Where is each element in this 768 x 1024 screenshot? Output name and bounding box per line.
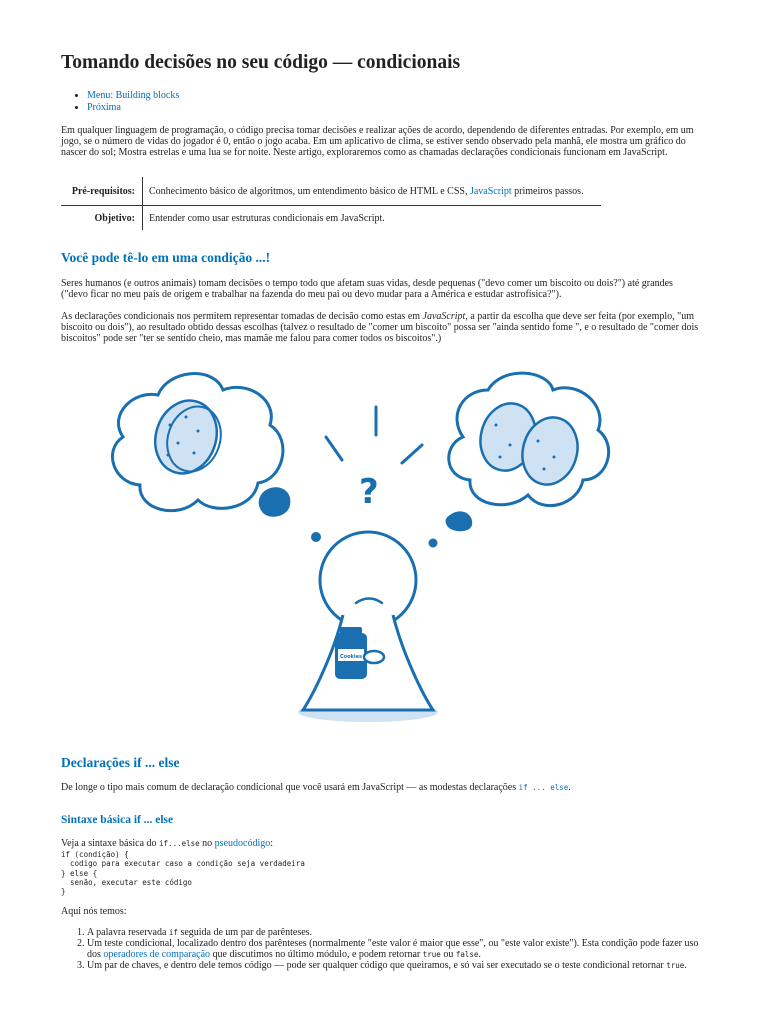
list-item xyxy=(87,102,179,114)
thought-cloud-two-cookies xyxy=(449,373,609,506)
paragraph-text: no xyxy=(202,838,213,849)
paragraph: Aqui nós temos: xyxy=(61,906,127,917)
item-text: . xyxy=(684,960,687,971)
prereq-label: Pré-requisitos: xyxy=(61,177,143,206)
paragraph-text: , a partir da escolha que deve ser feita (por exemplo, "um biscoito ou dois"), ao resultado obtido dessas escolhas (talvez o resultado de "comer um biscoito" possa ser "ainda sentido fome ", e o resultado de "comer dois biscoitos" pode ser "ter se sentido cheio, mas mamãe me falou para comer todos os biscoitos".) xyxy=(61,311,699,345)
item-text: ou xyxy=(443,949,454,960)
info-table xyxy=(61,177,601,230)
question-mark-icon: ? xyxy=(359,472,379,512)
inline-code: if...else xyxy=(159,839,200,848)
menu-link-building-blocks[interactable]: Menu: Building blocks xyxy=(87,90,180,101)
comparison-operators-link[interactable]: operadores de comparação xyxy=(103,949,211,960)
section-heading-condition: Você pode tê-lo em uma condição ...! xyxy=(61,250,271,265)
paragraph-text: As declarações condicionais nos permitem representar tomadas de decisão como estas em xyxy=(61,311,421,322)
inline-code: if xyxy=(168,928,178,937)
section-heading-if-else: Declarações if ... else xyxy=(61,755,180,770)
intro-paragraph: Em qualquer linguagem de programação, o código precisa tomar decisões e realizar ações de acordo, dependendo de diferentes entradas. Por exemplo, em um jogo, se o número de vidas do jogador é 0, então o jogo acaba. Em um aplicativo de clima, se estiver sendo observado pela manhã, ele mostra um gráfico do nascer do sol; Mostra estrelas e uma lua se for noite. Neste artigo, exploraremos como as chamadas declarações condicionais funcionam em JavaScript. xyxy=(61,125,694,159)
javascript-link[interactable]: JavaScript xyxy=(469,185,512,197)
list-item xyxy=(87,960,701,971)
person-figure xyxy=(303,532,433,710)
pseudocode-link[interactable]: pseudocódigo xyxy=(214,838,271,849)
inline-code: true xyxy=(422,950,441,959)
item-text: Um par de chaves, e dentro dele temos código — pode ser qualquer código que queiramos, e só vai ser executado se o teste condicional retornar xyxy=(87,960,664,971)
nav-list xyxy=(61,90,179,113)
code-line: if (condição) { xyxy=(61,850,129,859)
code-line: } xyxy=(61,887,66,897)
page-title: Tomando decisões no seu código — condicionais xyxy=(61,52,461,73)
inline-code: if ... else xyxy=(518,783,569,792)
paragraph xyxy=(61,782,701,793)
thought-bubble xyxy=(429,539,438,548)
item-text: Um teste condicional, localizado dentro dos parênteses (normalmente "este valor é maior que esse", ou "este valor existe"). Esta condição pode fazer uso dos xyxy=(87,938,699,960)
prereq-value xyxy=(143,177,602,206)
list-item xyxy=(87,938,701,960)
explanation-list xyxy=(61,927,701,971)
paragraph-text: : xyxy=(270,838,273,849)
code-line: } else { xyxy=(61,868,98,878)
paragraph xyxy=(61,838,701,849)
item-text: A palavra reservada xyxy=(87,927,167,938)
paragraph: Seres humanos (e outros animais) tomam decisões o tempo todo que afetam suas vidas, desde pequenas ("devo comer um biscoito ou dois?") até grandes ("devo ficar no meu país de origem e trabalhar na fazenda do meu pai ou devo mudar para a América e estudar astrofísica?"). xyxy=(61,278,673,301)
code-line: codigo para executar caso a condição seja verdadeira xyxy=(61,859,305,869)
prereq-text: Conhecimento básico de algoritmos, um entendimento básico de HTML e CSS, xyxy=(149,185,468,197)
objective-label: Objetivo: xyxy=(61,206,143,231)
exclamation-rays xyxy=(326,407,422,463)
objective-value: Entender como usar estruturas condicionais em JavaScript. xyxy=(149,212,385,224)
list-item xyxy=(87,927,701,938)
table-row xyxy=(61,206,601,231)
code-block xyxy=(61,850,305,896)
item-text: seguida de um par de parênteses. xyxy=(180,927,313,938)
list-item xyxy=(87,90,179,102)
paragraph xyxy=(61,311,701,345)
thought-cloud-one-cookie xyxy=(112,374,282,511)
cookie-decision-illustration xyxy=(98,365,618,730)
section-heading-syntax: Sintaxe básica if ... else xyxy=(61,814,174,826)
thought-bubble xyxy=(259,487,291,516)
item-text: que discutimos no último módulo, e podem retornar xyxy=(212,949,421,960)
paragraph-text: Veja a sintaxe básica do xyxy=(61,838,157,849)
inline-code: false xyxy=(455,950,479,959)
paragraph-text: De longe o tipo mais comum de declaração condicional que você usará em JavaScript — as modestas declarações xyxy=(61,782,517,793)
paragraph-text: . xyxy=(568,782,571,793)
jar-label: Cookies xyxy=(340,654,362,660)
code-line: senão, executar este código xyxy=(61,877,192,887)
table-row xyxy=(61,177,601,206)
emphasis: JavaScript xyxy=(422,311,466,322)
inline-code: true xyxy=(666,961,685,970)
thought-bubble xyxy=(311,532,321,542)
thought-bubble xyxy=(446,511,473,531)
prereq-text-after: primeiros passos. xyxy=(514,185,584,197)
next-link[interactable]: Próxima xyxy=(87,101,121,113)
item-text: . xyxy=(478,949,481,960)
